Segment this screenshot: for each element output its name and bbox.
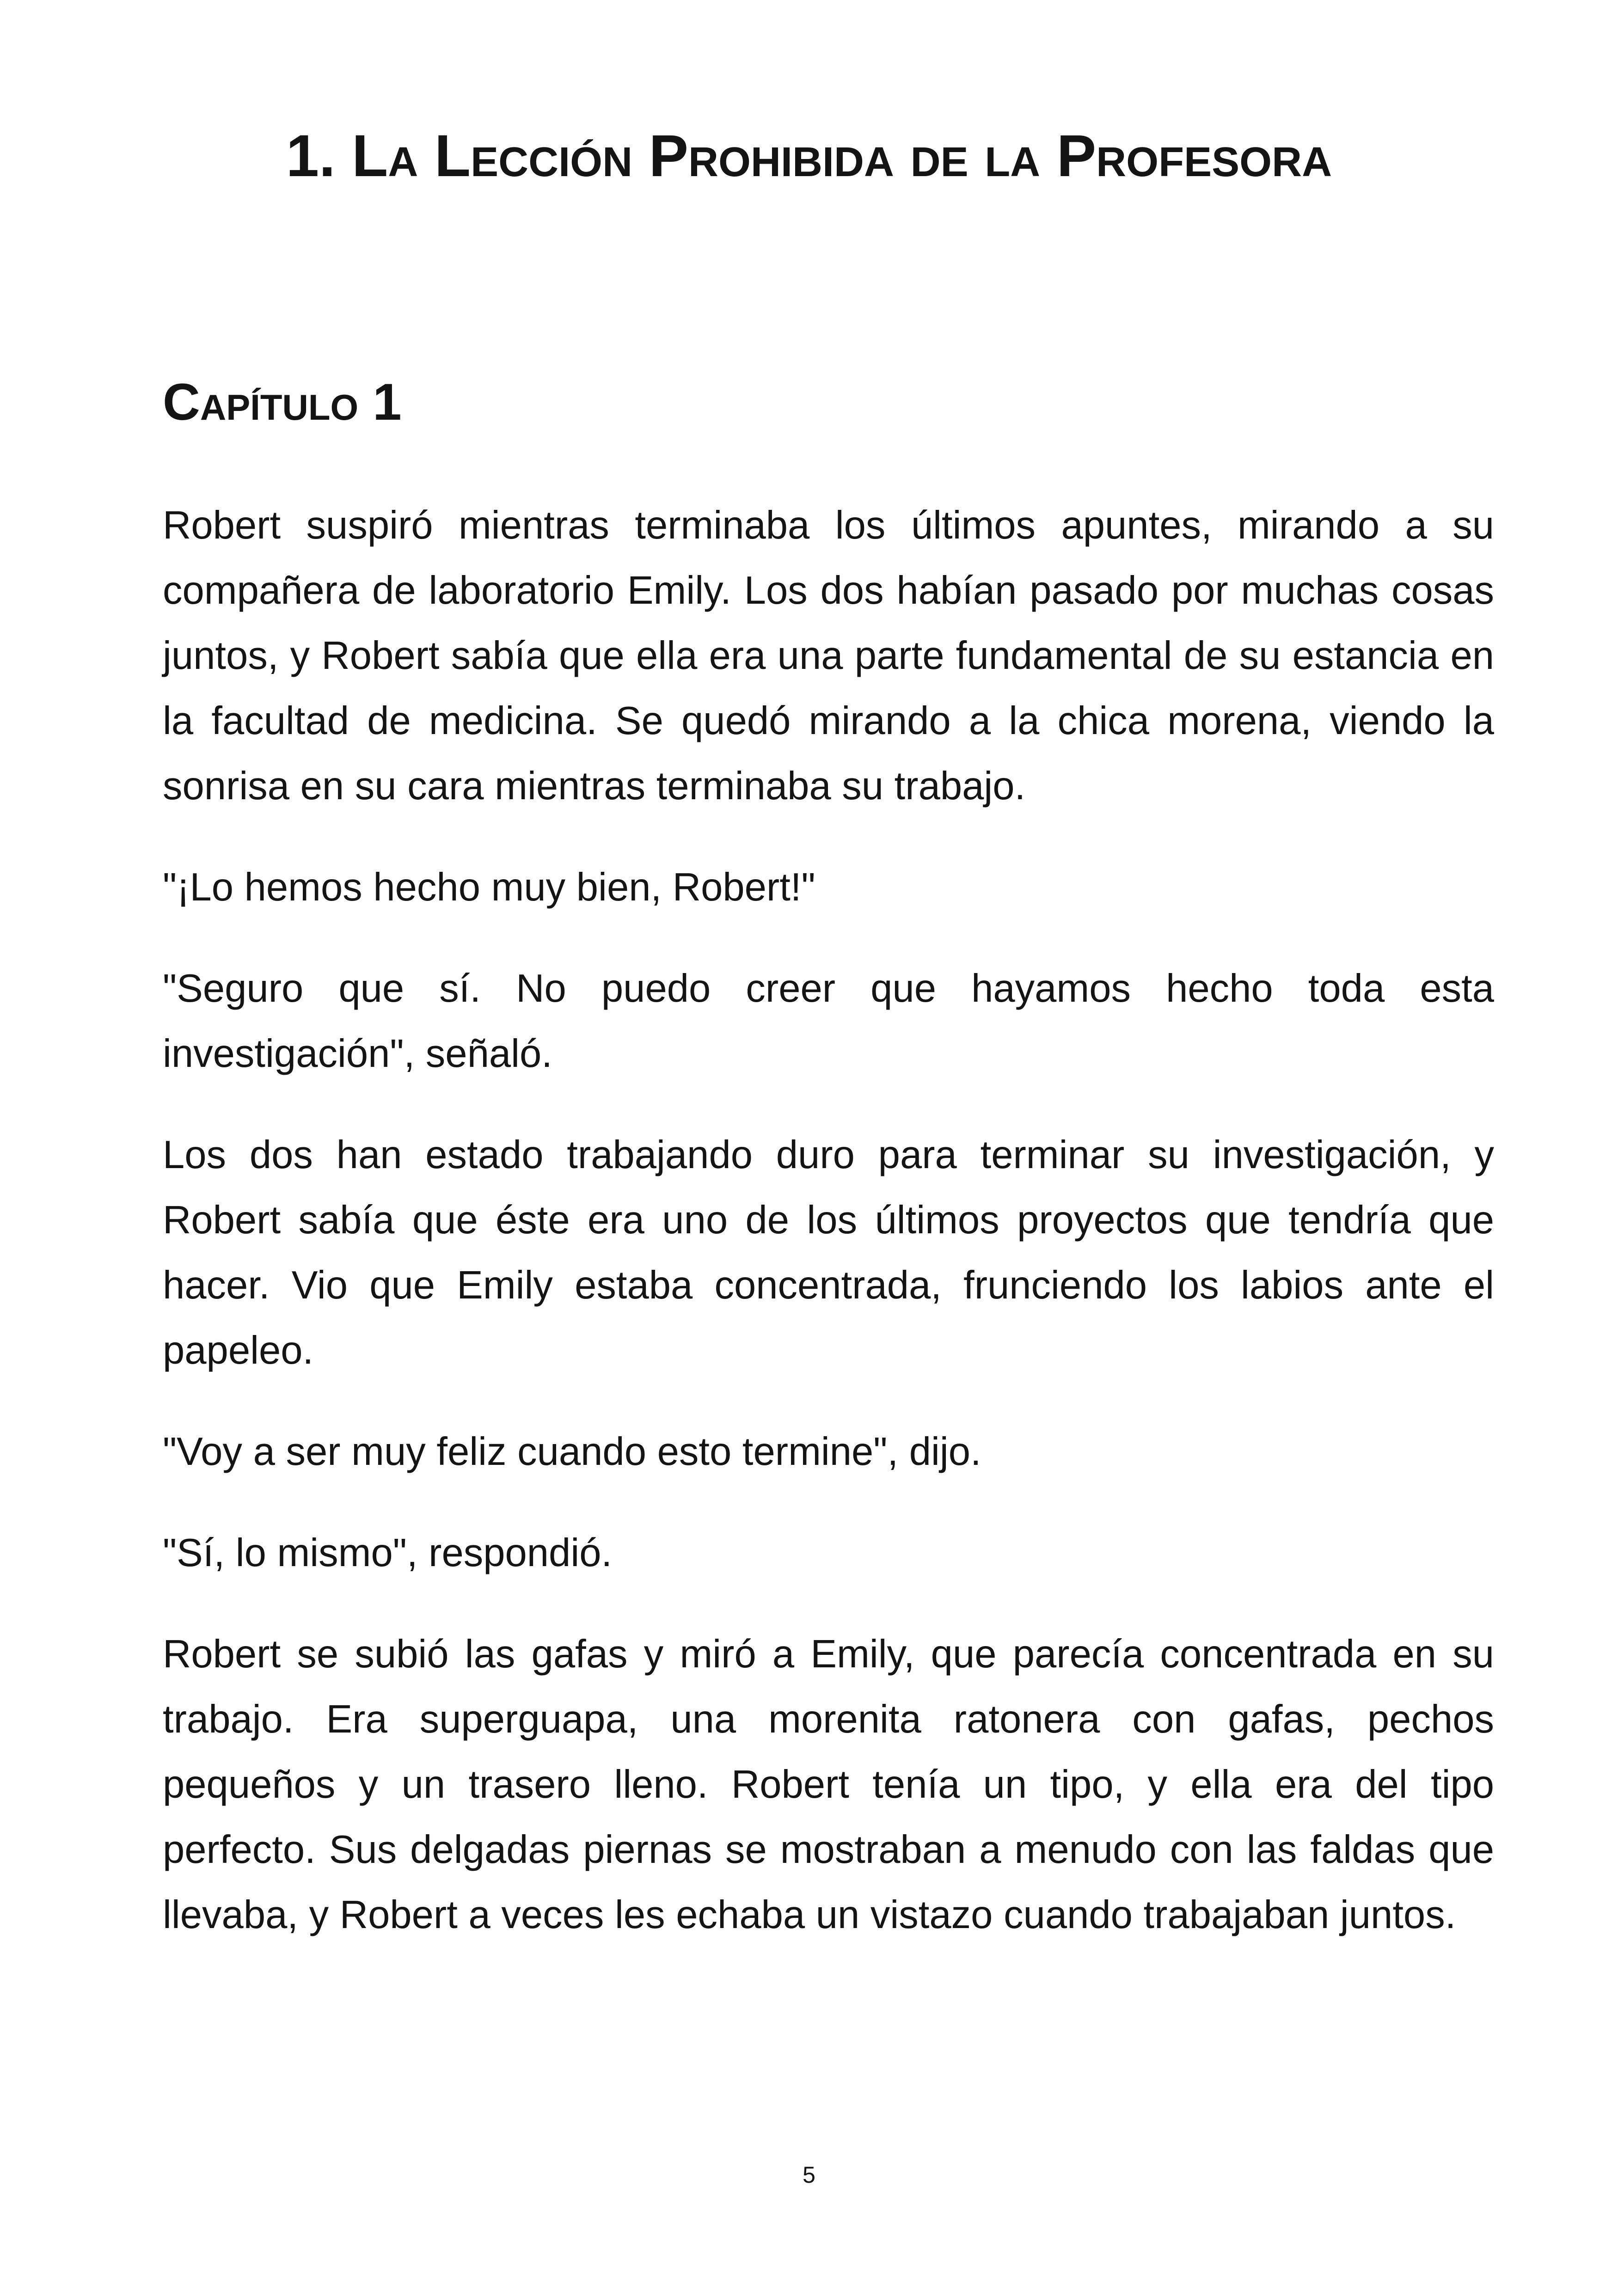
paragraph: "¡Lo hemos hecho muy bien, Robert!" [163,865,815,909]
paragraph: Robert suspiró mientras terminaba los últimos apuntes, mirando a su compañera de laboratorio Emily. Los dos habían pasado por muchas cosas juntos, y Robert sabía que ella era una parte fundamental de su estancia en la facultad de medicina. Se quedó mirando a la chica morena, viendo la sonrisa en su cara mientras terminaba su trabajo. [163,503,1494,808]
paragraph: Los dos han estado trabajando duro para terminar su investigación, y Robert sabía que éste era uno de los últimos proyectos que tendría que hacer. Vio que Emily estaba concentrada, frunciendo los labios ante el papeleo. [163,1133,1494,1372]
paragraph: "Sí, lo mismo", respondió. [163,1531,613,1575]
paragraph: Robert se subió las gafas y miró a Emily, que parecía concentrada en su trabajo. Era superguapa, una morenita ratonera con gafas, pechos pequeños y un trasero lleno. Robert tenía un tipo, y ella era del tipo perfecto. Sus delgadas piernas se mostraban a menudo con las faldas que llevaba, y Robert a veces les echaba un vistazo cuando trabajaban juntos. [163,1632,1494,1937]
body-text [163,493,1494,1984]
paragraph: "Seguro que sí. No puedo creer que hayamos hecho toda esta investigación", señaló. [163,967,1494,1076]
book-title: 1. La Lección Prohibida de la Profesora [286,123,1332,189]
chapter-heading: Capítulo 1 [163,373,402,431]
paragraph: "Voy a ser muy feliz cuando esto termine", dijo. [163,1430,981,1474]
page-number: 5 [803,2162,815,2188]
